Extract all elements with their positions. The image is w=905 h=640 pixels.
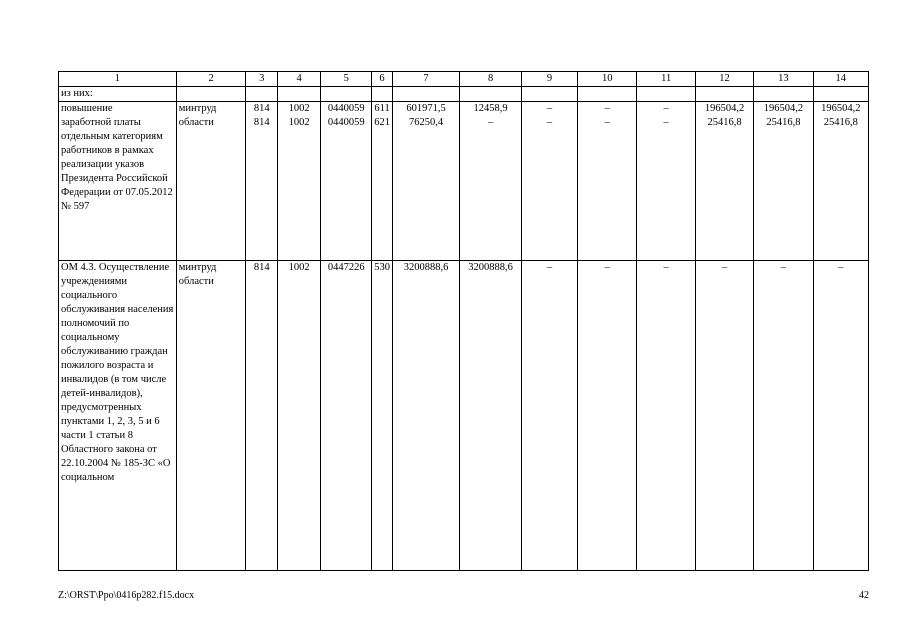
table-cell: области — [176, 116, 246, 261]
table-cell: 0440059 — [321, 116, 372, 261]
table-cell: минтруд области — [176, 261, 246, 571]
table-cell: минтруд — [176, 102, 246, 117]
table-cell: 12458,9 — [460, 102, 521, 117]
table-cell: 1002 — [278, 261, 321, 571]
table-cell: 530 — [372, 261, 392, 571]
table-cell: – — [637, 261, 695, 571]
column-number: 6 — [372, 72, 392, 87]
table-cell: заработной платы отдельным категориям работников в рамках реализации указов Президента Российской Федерации от 07.05.2012 № 597 — [59, 116, 177, 261]
column-number: 7 — [392, 72, 460, 87]
table-cell: 814 — [246, 102, 278, 117]
column-number: 14 — [813, 72, 868, 87]
table-cell: – — [521, 102, 577, 117]
column-number: 12 — [695, 72, 753, 87]
table-cell: – — [521, 116, 577, 261]
table-cell: 814 — [246, 116, 278, 261]
column-number: 2 — [176, 72, 246, 87]
table-row — [59, 102, 869, 117]
table-cell: 196504,2 — [813, 102, 868, 117]
budget-table — [58, 71, 869, 571]
table-cell: – — [578, 102, 637, 117]
table-cell: ОМ 4.3. Осуществление учреждениями социального обслуживания населения полномочий по социальному обслуживанию граждан пожилого возраста и инвалидов (в том числе детей-инвалидов), предусмотренных пунктами 1, 2, 3, 5 и 6 части 1 статьи 8 Областного закона от 22.10.2004 № 185-ЗС «О социальном — [59, 261, 177, 571]
table-cell: – — [521, 261, 577, 571]
table-cell: – — [754, 261, 813, 571]
table-cell: 0447226 — [321, 261, 372, 571]
table-cell: 621 — [372, 116, 392, 261]
table-cell: – — [637, 102, 695, 117]
table-cell: – — [578, 116, 637, 261]
table-cell: 25416,8 — [695, 116, 753, 261]
table-cell: 196504,2 — [695, 102, 753, 117]
table-cell: 1002 — [278, 116, 321, 261]
column-number: 11 — [637, 72, 695, 87]
column-number: 9 — [521, 72, 577, 87]
table-row — [59, 116, 869, 261]
table-cell: 3200888,6 — [460, 261, 521, 571]
page-number: 42 — [859, 590, 869, 601]
table-cell: 196504,2 — [754, 102, 813, 117]
table-cell: 25416,8 — [754, 116, 813, 261]
table-cell: 25416,8 — [813, 116, 868, 261]
column-number: 10 — [578, 72, 637, 87]
column-number: 5 — [321, 72, 372, 87]
table-cell: 3200888,6 — [392, 261, 460, 571]
column-number-row — [59, 72, 869, 87]
table-cell: – — [695, 261, 753, 571]
table-cell: – — [637, 116, 695, 261]
table-cell: – — [578, 261, 637, 571]
table-cell: 76250,4 — [392, 116, 460, 261]
table-cell: 1002 — [278, 102, 321, 117]
table-row — [59, 261, 869, 571]
table-row — [59, 87, 869, 102]
table-cell: – — [460, 116, 521, 261]
table-cell: 814 — [246, 261, 278, 571]
footer-file-path: Z:\ORST\Ppo\0416p282.f15.docx — [58, 590, 195, 601]
table-cell: 601971,5 — [392, 102, 460, 117]
table-cell: 611 — [372, 102, 392, 117]
column-number: 1 — [59, 72, 177, 87]
table-cell: – — [813, 261, 868, 571]
column-number: 8 — [460, 72, 521, 87]
column-number: 4 — [278, 72, 321, 87]
table-cell: 0440059 — [321, 102, 372, 117]
table-cell: повышение — [59, 102, 177, 117]
column-number: 3 — [246, 72, 278, 87]
column-number: 13 — [754, 72, 813, 87]
table-cell: из них: — [59, 87, 177, 102]
